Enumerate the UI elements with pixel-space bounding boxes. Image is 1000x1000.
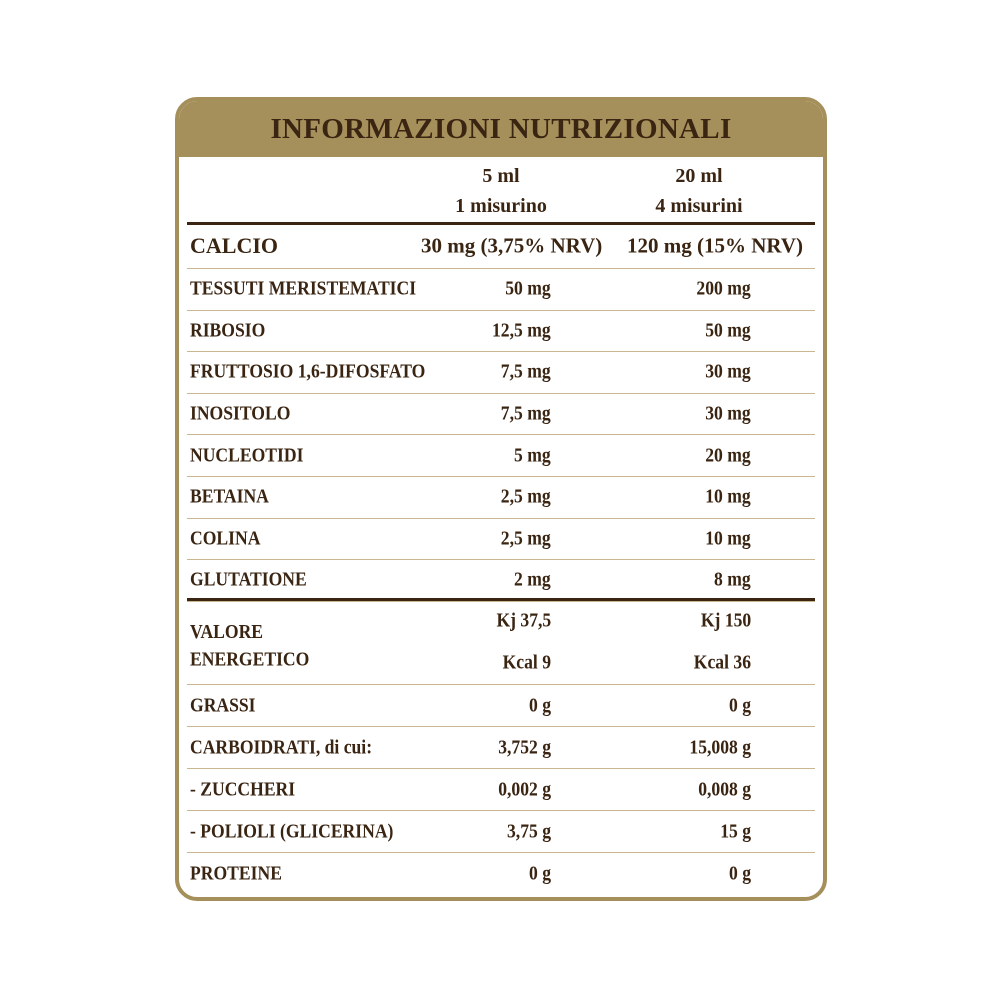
row-value-2: 0 g — [729, 862, 751, 884]
row-value-1: 2,5 mg — [501, 485, 551, 508]
table-row — [187, 769, 815, 811]
table-row — [187, 519, 815, 561]
row-label: CARBOIDRATI, di cui: — [190, 736, 373, 758]
row-value-2: 30 mg — [705, 402, 751, 425]
energy-label-line2: ENERGETICO — [190, 648, 310, 671]
row-value-1: 12,5 mg — [492, 319, 551, 342]
energy-row — [187, 601, 815, 685]
row-label: TESSUTI MERISTEMATICI — [190, 277, 417, 300]
row-value-2: 30 mg — [705, 360, 751, 383]
row-label: PROTEINE — [190, 862, 282, 884]
row-value-2: 8 mg — [714, 568, 751, 591]
column-header-1-line1: 5 ml — [482, 165, 520, 187]
table-row — [187, 435, 815, 477]
row-value-2: 15 g — [720, 820, 751, 842]
calcio-value-1: 30 mg (3,75% NRV) — [421, 233, 603, 258]
column-header-2-line1: 20 ml — [675, 165, 723, 187]
row-value-1: 0 g — [529, 862, 551, 884]
column-header-1 — [401, 161, 601, 221]
energy-kcal-2: Kcal 36 — [693, 651, 751, 674]
row-label: INOSITOLO — [190, 402, 291, 425]
row-value-1: 2 mg — [514, 568, 551, 591]
table-row — [187, 811, 815, 853]
energy-kcal-1: Kcal 9 — [502, 651, 551, 674]
row-value-2: 0 g — [729, 694, 751, 716]
energy-kj-1: Kj 37,5 — [496, 609, 551, 632]
table-row — [187, 853, 815, 894]
table-row — [187, 269, 815, 311]
row-value-1: 3,75 g — [507, 820, 551, 842]
row-label: GLUTATIONE — [190, 568, 307, 591]
row-value-1: 7,5 mg — [501, 402, 551, 425]
table-row — [187, 311, 815, 353]
row-value-1: 50 mg — [505, 277, 551, 300]
row-label: COLINA — [190, 527, 261, 550]
row-value-1: 0 g — [529, 694, 551, 716]
row-label: NUCLEOTIDI — [190, 444, 304, 467]
row-label: - POLIOLI (GLICERINA) — [190, 820, 394, 842]
row-value-2: 20 mg — [705, 444, 751, 467]
energy-label-line1: VALORE — [190, 621, 264, 643]
energy-kj-2: Kj 150 — [700, 609, 751, 632]
row-value-2: 15,008 g — [689, 736, 751, 758]
table-row — [187, 560, 815, 602]
row-value-1: 7,5 mg — [501, 360, 551, 383]
row-value-1: 2,5 mg — [501, 527, 551, 550]
calcio-label: CALCIO — [190, 233, 279, 258]
row-label: RIBOSIO — [190, 319, 266, 342]
row-value-1: 0,002 g — [498, 778, 551, 800]
nutrition-panel — [175, 97, 827, 901]
table-row — [187, 727, 815, 769]
row-value-2: 10 mg — [705, 485, 751, 508]
table-row — [187, 352, 815, 394]
table-row — [187, 394, 815, 436]
row-label: BETAINA — [190, 485, 269, 508]
column-header-1-line2: 1 misurino — [455, 195, 547, 217]
row-value-2: 0,008 g — [698, 778, 751, 800]
row-value-1: 3,752 g — [498, 736, 551, 758]
calcio-row — [187, 224, 815, 269]
row-label: GRASSI — [190, 694, 256, 716]
calcio-value-2: 120 mg (15% NRV) — [627, 233, 803, 258]
row-value-2: 50 mg — [705, 319, 751, 342]
table-row — [187, 685, 815, 727]
panel-title: INFORMAZIONI NUTRIZIONALI — [270, 112, 732, 145]
column-header-2-line2: 4 misurini — [655, 195, 743, 217]
row-label: - ZUCCHERI — [190, 778, 296, 800]
row-value-2: 200 mg — [696, 277, 751, 300]
column-header-2 — [599, 161, 799, 221]
table-row — [187, 477, 815, 519]
row-value-1: 5 mg — [514, 444, 551, 467]
row-label: FRUTTOSIO 1,6-DIFOSFATO — [190, 360, 426, 383]
panel-header — [179, 101, 823, 157]
row-value-2: 10 mg — [705, 527, 751, 550]
